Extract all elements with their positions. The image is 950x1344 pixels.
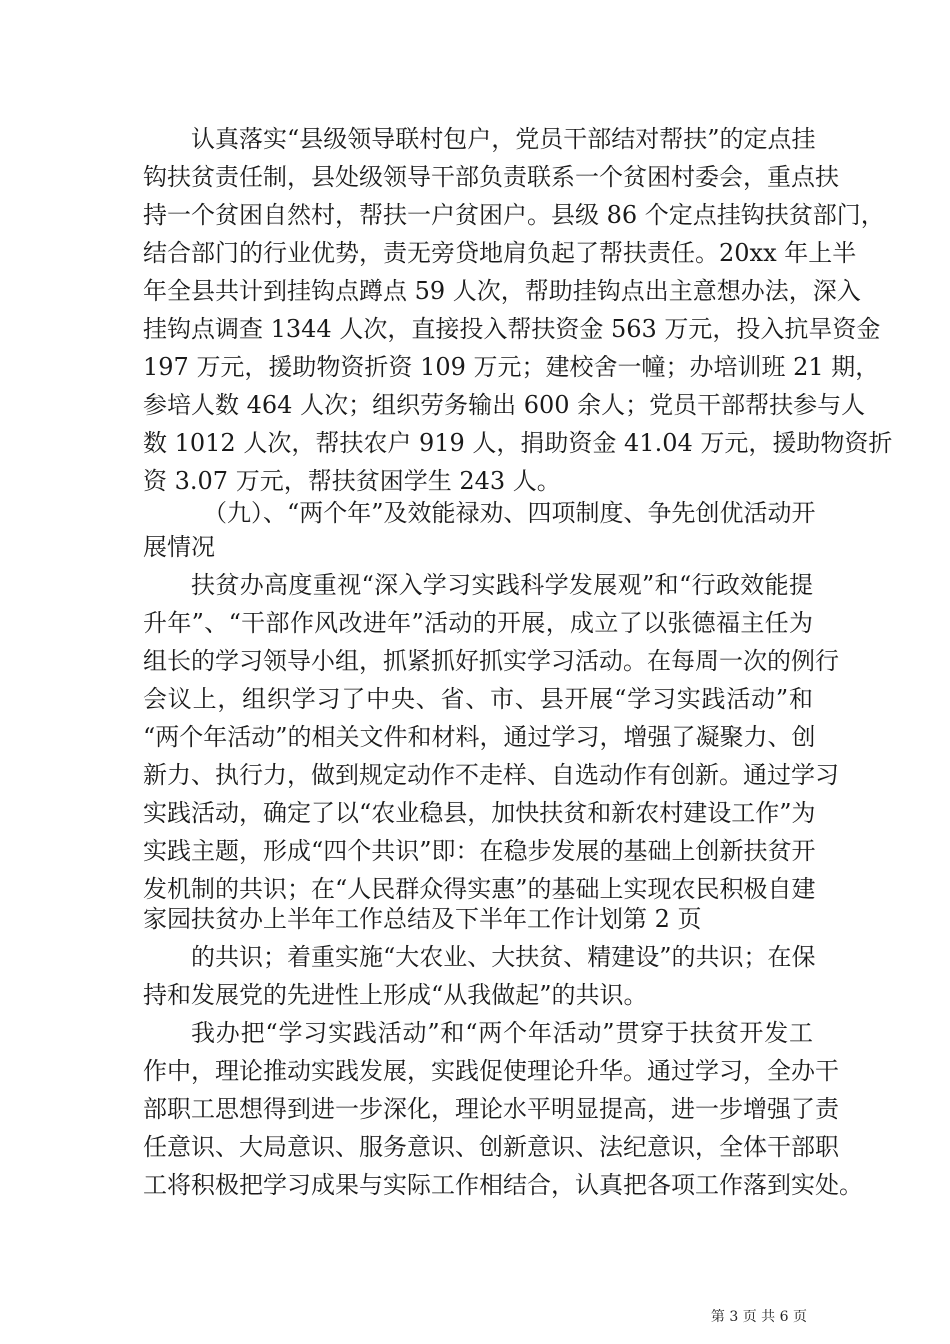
text-line: 作中，理论推动实践发展，实践促使理论升华。通过学习，全办干 [143,1057,839,1085]
text-line: 年全县共计到挂钩点蹲点 59 人次，帮助挂钩点出主意想办法，深入 [143,277,861,305]
text-line: 结合部门的行业优势，责无旁贷地肩负起了帮扶责任。20xx 年上半 [143,239,857,267]
text-line: 持和发展党的先进性上形成“从我做起”的共识。 [143,981,648,1009]
text-line: 的共识；着重实施“大农业、大扶贫、精建设”的共识；在保 [191,943,816,971]
text-line: 持一个贫困自然村，帮扶一户贫困户。县级 86 个定点挂钩扶贫部门， [143,201,885,229]
page-number: 第 3 页 共 6 页 [710,1309,807,1325]
section-heading: （九）、“两个年”及效能禄劝、四项制度、争先创优活动开 [203,499,816,527]
text-line: 参培人数 464 人次；组织劳务输出 600 余人；党员干部帮扶参与人 [143,391,866,419]
text-line: 实践主题，形成“四个共识”即：在稳步发展的基础上创新扶贫开 [143,837,816,865]
text-line: 197 万元，援助物资折资 109 万元；建校舍一幢；办培训班 21 期， [143,353,880,381]
text-line: 扶贫办高度重视“深入学习实践科学发展观”和“行政效能提 [191,571,813,599]
section-heading: 展情况 [143,533,215,561]
text-line: 实践活动，确定了以“农业稳县，加快扶贫和新农村建设工作”为 [143,799,816,827]
text-line: 工将积极把学习成果与实际工作相结合，认真把各项工作落到实处。 [143,1171,863,1199]
text-line: 资 3.07 万元，帮扶贫困学生 243 人。 [143,467,561,495]
text-line: 认真落实“县级领导联村包户，党员干部结对帮扶”的定点挂 [191,125,816,153]
text-line: 挂钩点调查 1344 人次，直接投入帮扶资金 563 万元，投入抗旱资金 [143,315,881,343]
text-line: 我办把“学习实践活动”和“两个年活动”贯穿于扶贫开发工 [191,1019,813,1047]
text-line: 会议上，组织学习了中央、省、市、县开展“学习实践活动”和 [143,685,813,713]
text-line: 部职工思想得到进一步深化，理论水平明显提高，进一步增强了责 [143,1095,839,1123]
text-line: 新力、执行力，做到规定动作不走样、自选动作有创新。通过学习 [143,761,839,789]
text-line: 数 1012 人次，帮扶农户 919 人，捐助资金 41.04 万元，援助物资折 [143,429,893,457]
text-line: 任意识、大局意识、服务意识、创新意识、法纪意识，全体干部职 [143,1133,839,1161]
text-line: 家园扶贫办上半年工作总结及下半年工作计划第 2 页 [143,905,702,933]
text-line: 发机制的共识；在“人民群众得实惠”的基础上实现农民积极自建 [143,875,816,903]
text-line: 钩扶贫责任制，县处级领导干部负责联系一个贫困村委会，重点扶 [143,163,839,191]
text-line: 升年”、“干部作风改进年”活动的开展，成立了以张德福主任为 [143,609,813,637]
text-line: “两个年活动”的相关文件和材料，通过学习，增强了凝聚力、创 [143,723,816,751]
text-line: 组长的学习领导小组，抓紧抓好抓实学习活动。在每周一次的例行 [143,647,839,675]
